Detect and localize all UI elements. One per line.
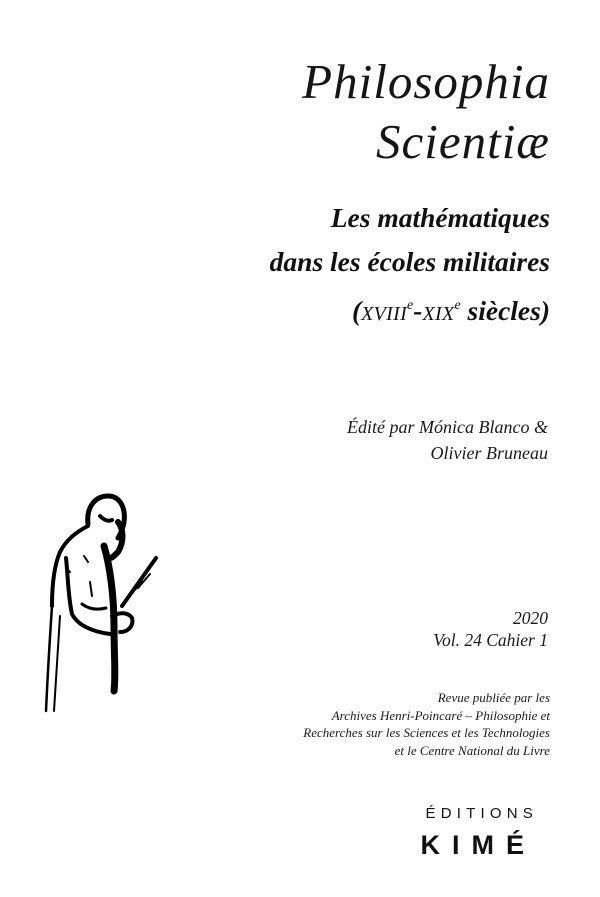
publisher-logo-kime: KIMÉ [420,830,536,860]
siecles-text: siècles) [460,295,550,326]
publisher-logo-editions: ÉDITIONS [425,805,538,822]
issue-volume: Vol. 24 Cahier 1 [433,630,548,650]
journal-title: Philosophia Scientiæ [302,54,550,169]
superscript-e: e [454,298,461,313]
century-18: XVIII [361,303,408,325]
century-19: XIX [422,303,455,325]
issue-title-line-1: Les mathématiques [330,202,550,233]
publisher-note [260,689,550,759]
dash: - [413,295,423,326]
issue-title-line-2: dans les écoles militaires [269,246,550,277]
publisher-note-line-1: Revue publiée par les [437,690,550,705]
editors-line-2: Olivier Bruneau [430,443,548,463]
issue-year: 2020 [513,608,548,628]
issue-title-line-3 [150,284,550,336]
publisher-note-line-3: Recherches sur les Sciences et les Technologies [303,725,550,740]
issue-title [150,196,550,336]
issue-info [350,607,548,651]
standing-man-illustration-icon [38,486,168,718]
superscript-e: e [407,298,414,313]
publisher-note-line-4: et le Centre National du Livre [394,742,550,758]
paren-open: ( [351,295,362,326]
editors-line-1: Édité par Mónica Blanco & [347,417,548,437]
publisher-note-line-2: Archives Henri-Poincaré – Philosophie et [331,707,550,723]
editors [250,414,548,466]
